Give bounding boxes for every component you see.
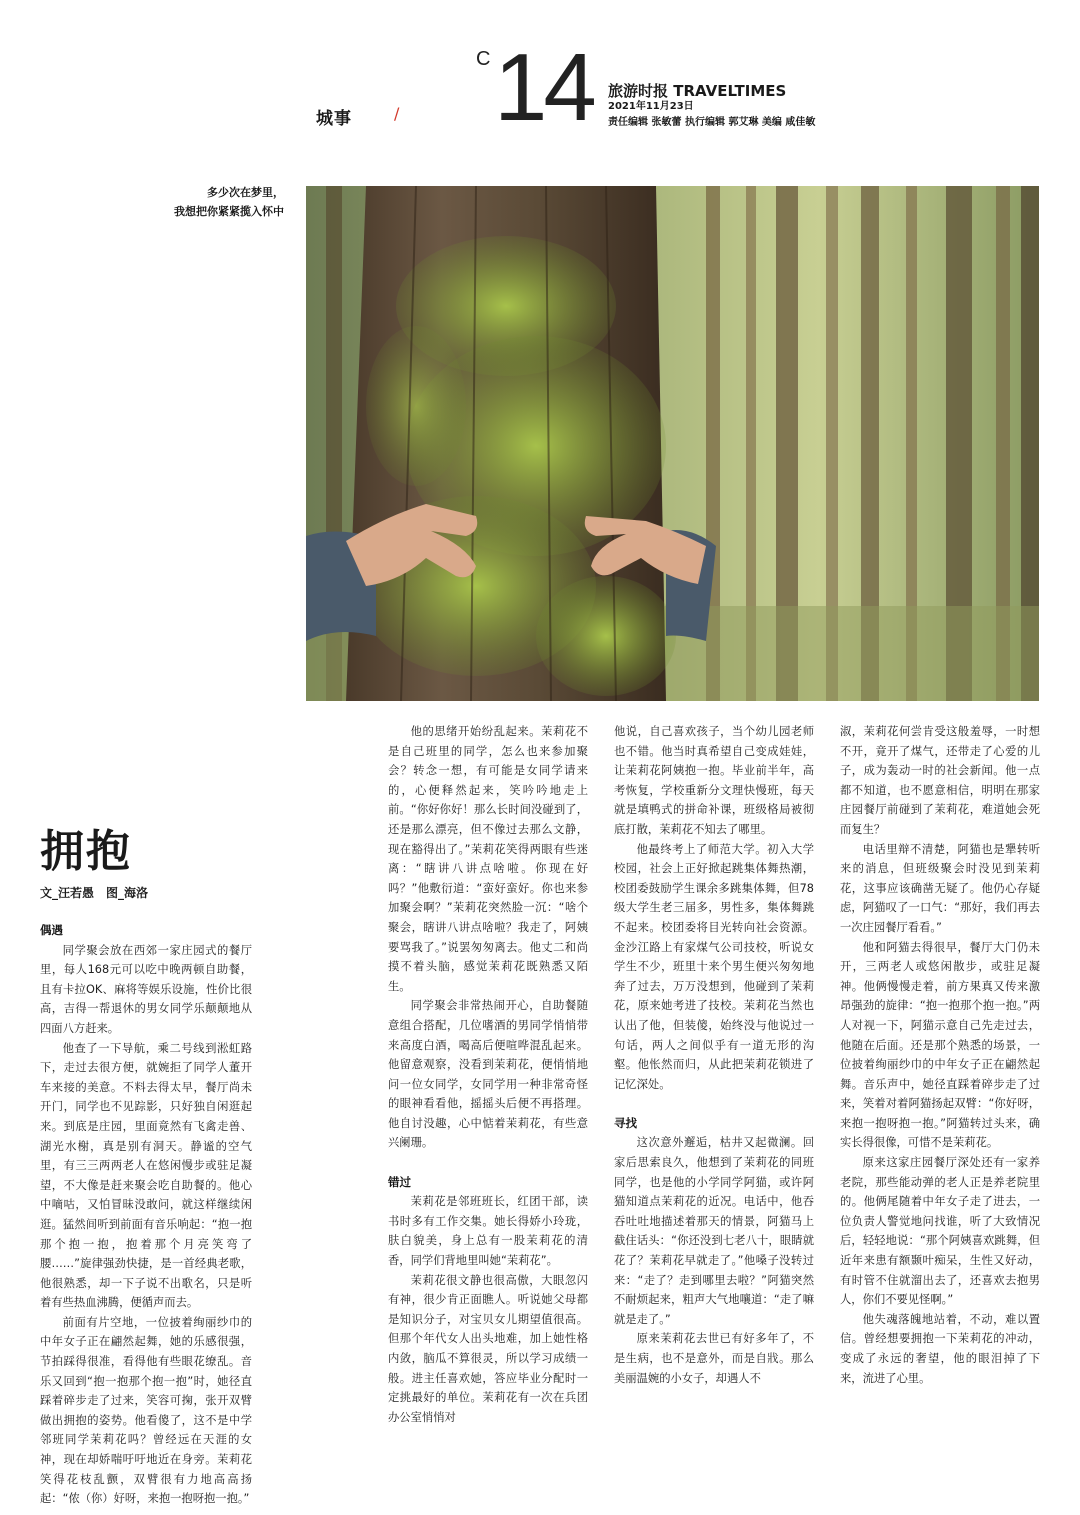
page-section-letter: C <box>476 48 491 70</box>
article-byline: 文_汪若愚 图_海洛 <box>40 886 149 900</box>
article-title: 拥抱 <box>40 826 132 877</box>
page-number: 14 <box>494 34 593 141</box>
body-paragraph: 茉莉花很文静也很高傲，大眼忽闪有神，很少肯正面瞧人。听说她父母都是知识分子，对宝贝女儿期望值很高。但那个年代女人出头地难，加上她性格内敛，脑瓜不算很灵，所以学习成绩一般。进主任喜欢她，答应毕业分配时一定挑最好的单位。茉莉花有一次在兵团办公室悄悄对 <box>388 1273 588 1424</box>
article-column-1 <box>40 921 252 1509</box>
article-column-3 <box>614 722 814 1388</box>
body-paragraph: 电话里辩不清楚，阿猫也是犟转听来的消息，但班级聚会时没见到茉莉花，这事应该确凿无疑了。他仍心存疑虑，阿猫叹了一口气：“那好，我们再去一次庄园餐厅看看。” <box>840 842 1040 934</box>
body-paragraph: 他查了一下导航，乘二号线到淞虹路下，走过去很方便，就婉拒了同学人董开车来接的美意。不料去得太早，餐厅尚未开门，同学也不见踪影，只好独自闲逛起来。到底是庄园，里面竟然有飞禽走兽、湖光水榭，真是别有洞天。静谧的空气里，有三三两两老人在悠闲慢步或驻足凝望，不大像是赶来聚会吃自助餐的。他心中嘀咕，又怕冒昧没敢问，就这样继续闲逛。猛然间听到前面有音乐响起：“抱一抱那个抱一抱，抱着那个月亮笑弯了腰……”旋律强劲快捷，是一首经典老歌，他很熟悉，却一下子说不出歌名，只是听着有些热血沸腾，便循声而去。 <box>40 1041 252 1310</box>
issue-date: 2021年11月23日 <box>608 101 694 112</box>
section-slash: / <box>394 104 400 123</box>
section-label: 城事 <box>316 109 352 129</box>
article-column-4 <box>840 722 1040 1388</box>
body-paragraph: 他最终考上了师范大学。初入大学校园，社会上正好掀起跳集体舞热潮，校团委鼓励学生课余多跳集体舞，但78级大学生老三届多，男性多，集体舞跳不起来。校团委将目光转向社会资源。金沙江路上有家煤气公司技校，听说女学生不少，班里十来个男生便兴匆匆地奔了过去，万万没想到，他碰到了茉莉花，原来她考进了技校。茉莉花当然也认出了他，但装傻，始终没与他说过一句话，两人之间似乎有一道无形的沟壑。他怅然而归，从此把茉莉花锁进了记忆深处。 <box>614 842 814 1091</box>
pull-quote-line: 我想把你紧紧揽入怀中 <box>174 205 284 218</box>
body-paragraph: 他失魂落魄地站着，不动，难以置信。曾经想要拥抱一下茉莉花的冲动，变成了永远的奢望，他的眼泪掉了下来，流进了心里。 <box>840 1312 1040 1385</box>
body-paragraph: 原来这家庄园餐厅深处还有一家养老院，那些能动弹的老人正是养老院里的。他俩尾随着中年女子走了进去，一位负责人警觉地问找谁，听了大致情况后，轻轻地说：“那个阿姨喜欢跳舞，但近年来患有额颞叶痴呆，生性又好动，有时管不住就溜出去了，还喜欢去抱男人，你们不要见怪啊。” <box>840 1156 1040 1307</box>
body-paragraph: 他的思绪开始纷乱起来。茉莉花不是自己班里的同学，怎么也来参加聚会？转念一想，有可能是女同学请来的，心便释然起来，笑吟吟地走上前。“你好你好！那么长时间没碰到了，还是那么漂亮，但不像过去那么文静，现在豁得出了。”茉莉花笑得两眼有些迷离：“瞎讲八讲点啥啦。你现在好吗？”他敷衍道：“蛮好蛮好。你也来参加聚会啊？”茉莉花突然脸一沉：“啥个聚会，瞎讲八讲点啥啦？我走了，阿姨要骂我了。”说罢匆匆离去。他丈二和尚摸不着头脑，感觉茉莉花既熟悉又陌生。 <box>388 725 588 993</box>
body-paragraph: 同学聚会非常热闹开心，自助餐随意组合搭配，几位嗜酒的男同学悄悄带来高度白酒，喝高后便喧哗混乱起来。他留意观察，没看到茉莉花，便悄悄地问一位女同学，女同学用一种非常奇怪的眼神看看他，摇摇头后便不再搭理。他自讨没趣，心中惦着茉莉花，有些意兴阑珊。 <box>388 999 588 1150</box>
body-paragraph: 这次意外邂逅，枯井又起微澜。回家后思索良久，他想到了茉莉花的同班同学，也是他的小学同学阿猫，或许阿猫知道点茉莉花的近况。电话中，他吞吞吐吐地描述着那天的情景，阿猫马上截住话头：“你还没到七老八十，眼睛就花了？茉莉花早就走了。”他嗓子没转过来：“走了？走到哪里去啦？”阿猫突然不耐烦起来，粗声大气地嚷道：“走了嘛就是走了。” <box>614 1136 814 1326</box>
body-paragraph: 淑，茉莉花何尝肯受这般羞辱，一时想不开，竟开了煤气，还带走了心爱的儿子，成为轰动一时的社会新闻。他一点都不知道，也不愿意相信，明明在那家庄园餐厅前碰到了茉莉花，难道她会死而复生？ <box>840 725 1040 836</box>
pull-quote-line: 多少次在梦里， <box>207 186 284 199</box>
body-paragraph: 原来茉莉花去世已有好多年了，不是生病，也不是意外，而是自戕。那么美丽温婉的小女子，却遇人不 <box>614 1332 814 1385</box>
body-paragraph: 他说，自己喜欢孩子，当个幼儿园老师也不错。他当时真希望自己变成娃娃，让茉莉花阿姨抱一抱。毕业前半年，高考恢复，学校重新分文理快慢班，每天就是填鸭式的拼命补课，班级格局被彻底打散，茉莉花不知去了哪里。 <box>614 725 814 836</box>
section-heading: 错过 <box>388 1174 411 1189</box>
section-heading: 偶遇 <box>40 923 63 937</box>
article-column-2 <box>388 722 588 1427</box>
tree-hug-photo <box>306 186 1039 701</box>
body-paragraph: 他和阿猫去得很早，餐厅大门仍未开，三两老人或悠闲散步，或驻足凝神。他俩慢慢走着，前方果真又传来激昂强劲的旋律：“抱一抱那个抱一抱。”两人对视一下，阿猫示意自己先走过去，他随在后面。还是那个熟悉的场景，一位披着绚丽纱巾的中年女子正在翩然起舞。音乐声中，她径直踩着碎步走了过来，笑着对着阿猫扬起双臂：“你好呀，来抱一抱呀抱一抱。”阿猫转过头来，确实长得很像，可惜不是茉莉花。 <box>840 940 1040 1150</box>
section-heading: 寻找 <box>614 1115 637 1130</box>
body-paragraph: 茉莉花是邻班班长，红团干部，读书时多有工作交集。她长得娇小玲珑，肤白貌美，身上总有一股茉莉花的清香，同学们背地里叫她“茉莉花”。 <box>388 1195 588 1268</box>
pull-quote <box>84 183 284 221</box>
body-paragraph: 同学聚会放在西郊一家庄园式的餐厅里，每人168元可以吃中晚两顿自助餐，且有卡拉OK、麻将等娱乐设施，性价比很高，吉得一帮退休的男女同学乐颠颠地从四面八方赶来。 <box>40 943 252 1035</box>
editor-credits: 责任编辑 张敏蕾 执行编辑 郭艾琳 美编 咸佳敏 <box>608 117 816 128</box>
body-paragraph: 前面有片空地，一位披着绚丽纱巾的中年女子正在翩然起舞，她的乐感很强，节拍踩得很准，看得他有些眼花缭乱。音乐又回到“抱一抱那个抱一抱”时，她径直踩着碎步走了过来，笑容可掬，张开双臂做出拥抱的姿势。他看傻了，这不是中学邻班同学茉莉花吗？曾经远在天涯的女神，现在却娇喘吁吁地近在身旁。茉莉花笑得花枝乱颤，双臂很有力地高高扬起：“侬（你）好呀，来抱一抱呀抱一抱。” <box>40 1315 252 1506</box>
newspaper-name: 旅游时报 TRAVELTIMES <box>608 82 787 100</box>
